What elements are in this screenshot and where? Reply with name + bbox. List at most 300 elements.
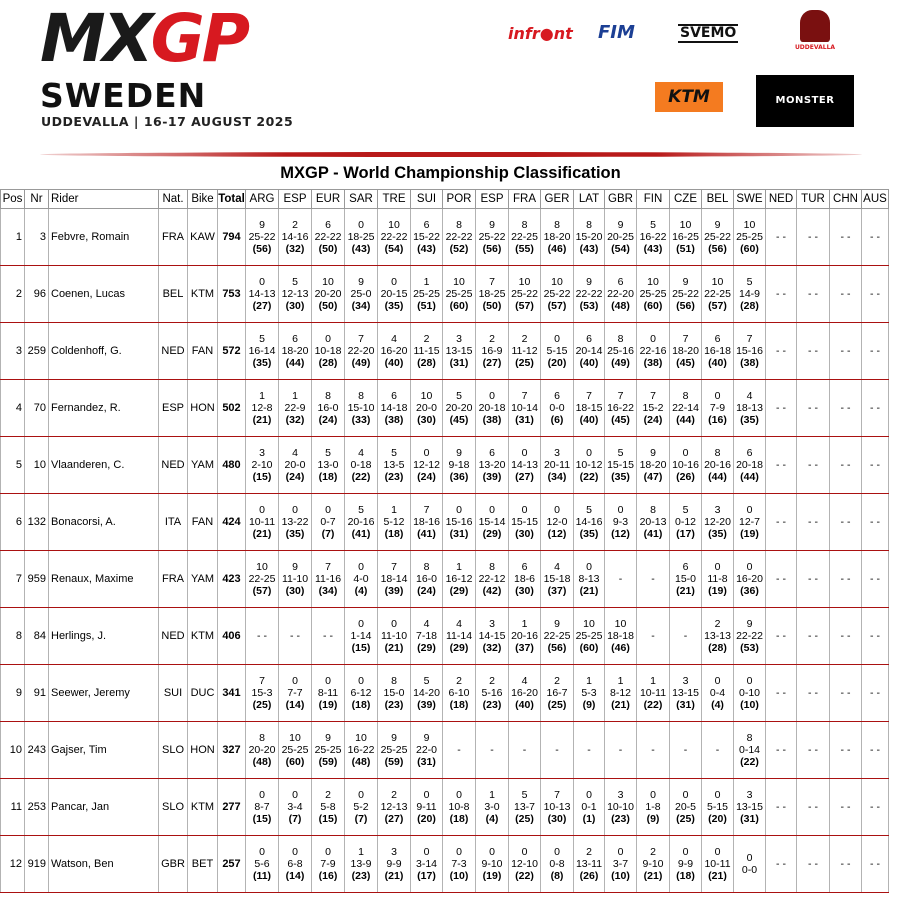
overall-points: 2	[489, 333, 495, 345]
no-result: - -	[870, 288, 880, 300]
overall-points: 2	[391, 789, 397, 801]
overall-points: 0	[521, 846, 528, 858]
overall-points: 10	[322, 276, 334, 288]
race-points: 8-12	[609, 687, 631, 699]
round-sum: (18)	[676, 870, 695, 882]
overall-points: 6	[714, 333, 721, 345]
round-result	[509, 323, 541, 380]
round-sum: (27)	[384, 813, 404, 825]
race-points: 7-9	[709, 402, 726, 414]
round-sum: (56)	[676, 300, 695, 312]
overall-points: 2	[521, 333, 528, 345]
overall-points: 7	[391, 561, 397, 573]
overall-points: 9	[586, 276, 592, 288]
round-result	[312, 608, 345, 665]
round-sum: (26)	[579, 870, 599, 882]
overall-points: 8	[358, 390, 364, 402]
round-result	[476, 209, 509, 266]
rider-number: 91	[25, 665, 49, 722]
overall-points: 0	[358, 561, 364, 573]
no-result: -	[618, 744, 623, 756]
overall-points: 9	[617, 219, 624, 231]
race-points: 12-20	[704, 516, 731, 528]
overall-points: 5	[391, 447, 397, 459]
race-points: 15-20	[575, 231, 603, 243]
overall-points: 0	[746, 675, 753, 687]
round-result	[670, 836, 702, 893]
table-row	[1, 665, 889, 722]
race-points: 20-20	[314, 288, 342, 300]
race-points: 13-13	[704, 630, 731, 642]
race-points: 5-3	[581, 687, 597, 699]
round-sum: (41)	[643, 528, 663, 540]
col-pos: Pos	[1, 190, 25, 209]
no-result: - -	[776, 630, 786, 642]
no-result: - -	[840, 345, 851, 357]
round-result	[830, 494, 862, 551]
round-sum: (53)	[740, 642, 759, 654]
race-points: 25-16	[607, 345, 634, 357]
round-result	[476, 437, 509, 494]
round-sum: (40)	[579, 357, 599, 369]
rider-position: 3	[1, 323, 25, 380]
round-sum: (35)	[708, 528, 727, 540]
overall-points: 1	[456, 561, 462, 573]
round-result	[246, 380, 279, 437]
round-result	[345, 551, 378, 608]
rider-bike: KAW	[188, 209, 218, 266]
round-result	[541, 437, 574, 494]
round-sum: (30)	[515, 528, 534, 540]
no-result: - -	[776, 402, 786, 414]
overall-points: 10	[453, 276, 465, 288]
rider-silhouette-icon	[800, 10, 830, 42]
round-result	[378, 608, 411, 665]
round-result	[830, 437, 862, 494]
round-result	[509, 380, 541, 437]
round-result	[862, 266, 889, 323]
rider-number: 243	[25, 722, 49, 779]
round-sum: (15)	[351, 642, 371, 654]
overall-points: 7	[423, 504, 430, 516]
round-result	[637, 494, 670, 551]
round-result	[637, 551, 670, 608]
overall-points: 8	[521, 219, 528, 231]
rider-nation: NED	[159, 437, 188, 494]
round-result	[637, 209, 670, 266]
race-points: 25-22	[704, 231, 731, 243]
round-sum: (18)	[449, 813, 469, 825]
round-result	[605, 266, 637, 323]
round-result	[345, 494, 378, 551]
no-result: - -	[808, 573, 818, 585]
race-points: 22-25	[704, 288, 731, 300]
round-result	[766, 380, 797, 437]
col-round-fin: FIN	[637, 190, 670, 209]
no-result: - -	[808, 630, 818, 642]
rider-number: 84	[25, 608, 49, 665]
round-sum: (28)	[740, 300, 759, 312]
round-result	[734, 323, 766, 380]
race-points: 22-22	[380, 231, 408, 243]
overall-points: 0	[617, 846, 624, 858]
overall-points: 7	[259, 675, 265, 687]
race-points: 16-18	[704, 345, 731, 357]
round-result	[574, 836, 605, 893]
overall-points: 0	[746, 852, 753, 864]
overall-points: 7	[746, 333, 753, 345]
rider-name: Febvre, Romain	[49, 209, 159, 266]
round-sum: (44)	[676, 414, 695, 426]
col-round-sui: SUI	[411, 190, 443, 209]
col-rider: Rider	[49, 190, 159, 209]
round-result	[509, 722, 541, 779]
overall-points: 9	[259, 219, 265, 231]
round-result	[702, 608, 734, 665]
event-venue-date: UDDEVALLA | 16-17 AUGUST 2025	[41, 114, 294, 129]
overall-points: 10	[355, 732, 367, 744]
race-points: 13-11	[575, 858, 603, 870]
round-sum: (27)	[482, 357, 502, 369]
round-result	[312, 323, 345, 380]
race-points: 13-7	[513, 801, 535, 813]
no-result: - -	[808, 858, 818, 870]
rider-bike: HON	[188, 380, 218, 437]
overall-points: 0	[746, 561, 753, 573]
logo-gp-text: GP	[150, 0, 248, 77]
race-points: 4-0	[353, 573, 369, 585]
round-result	[734, 779, 766, 836]
overall-points: 0	[682, 846, 689, 858]
overall-points: 7	[682, 333, 689, 345]
race-points: 1-14	[350, 630, 372, 642]
round-result	[279, 551, 312, 608]
rider-position: 2	[1, 266, 25, 323]
round-result	[670, 494, 702, 551]
race-points: 16-22	[607, 402, 634, 414]
round-sum: (40)	[708, 357, 727, 369]
overall-points: 0	[456, 846, 462, 858]
round-result	[605, 608, 637, 665]
round-sum: (21)	[579, 585, 599, 597]
round-result	[734, 266, 766, 323]
rider-name: Herlings, J.	[49, 608, 159, 665]
round-result	[411, 836, 443, 893]
overall-points: 0	[682, 447, 689, 459]
round-sum: (59)	[384, 756, 404, 768]
round-result	[476, 380, 509, 437]
round-sum: (37)	[547, 585, 567, 597]
rider-nation: SUI	[159, 665, 188, 722]
round-result	[378, 722, 411, 779]
race-points: 0-18	[350, 459, 372, 471]
round-sum: (54)	[384, 243, 404, 255]
no-result: -	[651, 573, 655, 585]
overall-points: 7	[617, 390, 624, 402]
overall-points: 8	[325, 390, 331, 402]
col-round-tre: TRE	[378, 190, 411, 209]
overall-points: 0	[650, 333, 656, 345]
overall-points: 10	[614, 618, 627, 630]
col-total: Total	[218, 190, 246, 209]
round-result	[411, 209, 443, 266]
round-result	[279, 323, 312, 380]
round-result	[862, 437, 889, 494]
race-points: 1-8	[645, 801, 661, 813]
overall-points: 3	[489, 618, 495, 630]
round-sum: (18)	[449, 699, 469, 711]
round-result	[766, 209, 797, 266]
round-result	[797, 437, 830, 494]
no-result: - -	[870, 858, 880, 870]
round-result	[443, 608, 476, 665]
rider-number: 96	[25, 266, 49, 323]
overall-points: 2	[292, 219, 298, 231]
col-round-esp: ESP	[476, 190, 509, 209]
overall-points: 1	[358, 846, 364, 858]
rider-position: 11	[1, 779, 25, 836]
round-sum: (60)	[285, 756, 305, 768]
no-result: - -	[870, 345, 880, 357]
round-result	[702, 266, 734, 323]
round-sum: (43)	[643, 243, 663, 255]
rider-name: Vlaanderen, C.	[49, 437, 159, 494]
no-result: - -	[776, 231, 786, 243]
round-result	[246, 323, 279, 380]
rider-name: Fernandez, R.	[49, 380, 159, 437]
round-sum: (7)	[354, 813, 368, 825]
rider-name: Coenen, Lucas	[49, 266, 159, 323]
round-sum: (45)	[676, 357, 695, 369]
round-sum: (12)	[611, 528, 630, 540]
round-result	[541, 722, 574, 779]
round-result	[797, 836, 830, 893]
round-sum: (44)	[285, 357, 305, 369]
round-sum: (27)	[252, 300, 272, 312]
round-result	[411, 380, 443, 437]
no-result: -	[587, 744, 591, 756]
overall-points: 0	[259, 789, 265, 801]
overall-points: 9	[554, 618, 560, 630]
col-round-ger: GER	[541, 190, 574, 209]
table-row	[1, 494, 889, 551]
overall-points: 0	[489, 846, 495, 858]
overall-points: 0	[586, 561, 592, 573]
round-result	[378, 437, 411, 494]
race-points: 6-12	[350, 687, 372, 699]
round-result	[830, 266, 862, 323]
race-points: 12-12	[413, 459, 440, 471]
overall-points: 0	[682, 789, 689, 801]
round-result	[312, 665, 345, 722]
no-result: -	[457, 744, 461, 756]
race-points: 13-0	[317, 459, 339, 471]
col-round-lat: LAT	[574, 190, 605, 209]
no-result: - -	[870, 231, 880, 243]
race-points: 12-10	[511, 858, 538, 870]
race-points: 13-20	[478, 459, 506, 471]
round-result	[476, 665, 509, 722]
table-row	[1, 836, 889, 893]
round-result	[766, 665, 797, 722]
no-result: - -	[840, 744, 851, 756]
overall-points: 0	[358, 618, 364, 630]
race-points: 7-3	[451, 858, 467, 870]
round-sum: (57)	[708, 300, 727, 312]
round-sum: (57)	[547, 300, 567, 312]
overall-points: 7	[554, 789, 560, 801]
round-result	[830, 722, 862, 779]
round-sum: (57)	[515, 300, 534, 312]
race-points: 15-0	[383, 687, 405, 699]
round-result	[246, 665, 279, 722]
rider-name: Bonacorsi, A.	[49, 494, 159, 551]
round-result	[378, 494, 411, 551]
race-points: 22-20	[607, 288, 634, 300]
race-points: 22-9	[284, 402, 306, 414]
round-result	[411, 608, 443, 665]
round-sum: (31)	[740, 813, 759, 825]
round-sum: (50)	[318, 243, 338, 255]
monster-energy-logo: MONSTER	[756, 75, 854, 127]
round-result	[443, 722, 476, 779]
round-result	[574, 380, 605, 437]
round-sum: (43)	[417, 243, 436, 255]
round-result	[766, 551, 797, 608]
overall-points: 0	[521, 447, 528, 459]
race-points: 20-18	[478, 402, 506, 414]
round-result	[574, 551, 605, 608]
round-result	[574, 437, 605, 494]
race-points: 5-15	[706, 801, 728, 813]
overall-points: 4	[292, 447, 298, 459]
round-result	[574, 608, 605, 665]
round-sum: (56)	[547, 642, 567, 654]
round-sum: (45)	[449, 414, 469, 426]
overall-points: 10	[518, 276, 531, 288]
round-sum: (37)	[515, 642, 534, 654]
rider-position: 10	[1, 722, 25, 779]
round-result	[541, 779, 574, 836]
round-result	[312, 551, 345, 608]
round-result	[670, 779, 702, 836]
round-sum: (4)	[485, 813, 499, 825]
race-points: 22-25	[543, 630, 571, 642]
round-sum: (38)	[384, 414, 404, 426]
race-points: 22-22	[575, 288, 603, 300]
overall-points: 3	[714, 504, 721, 516]
round-result	[670, 608, 702, 665]
round-result	[312, 779, 345, 836]
race-points: 15-3	[251, 687, 273, 699]
overall-points: 7	[521, 390, 528, 402]
round-sum: (11)	[252, 870, 272, 882]
round-sum: (29)	[449, 585, 469, 597]
round-sum: (28)	[708, 642, 727, 654]
round-result	[605, 209, 637, 266]
round-result	[411, 494, 443, 551]
round-sum: (20)	[708, 813, 727, 825]
ktm-logo: KTM	[655, 82, 723, 112]
round-sum: (29)	[449, 642, 469, 654]
no-result: -	[683, 630, 688, 642]
round-sum: (39)	[482, 471, 502, 483]
race-points: 9-3	[612, 516, 629, 528]
round-result	[830, 380, 862, 437]
round-sum: (7)	[321, 528, 335, 540]
round-sum: (35)	[285, 528, 305, 540]
rider-bike: YAM	[188, 551, 218, 608]
no-result: - -	[840, 231, 851, 243]
overall-points: 0	[714, 789, 721, 801]
race-points: 0-4	[709, 687, 726, 699]
round-result	[797, 551, 830, 608]
round-sum: (30)	[285, 300, 305, 312]
race-points: 22-20	[347, 345, 375, 357]
round-sum: (21)	[384, 870, 404, 882]
overall-points: 1	[586, 675, 592, 687]
race-points: 10-8	[448, 801, 470, 813]
no-result: - -	[870, 573, 880, 585]
round-result	[443, 209, 476, 266]
table-header-row	[1, 190, 889, 209]
rider-bike: FAN	[188, 494, 218, 551]
race-points: 10-13	[543, 801, 571, 813]
round-sum: (16)	[318, 870, 338, 882]
overall-points: 5	[325, 447, 331, 459]
round-sum: (18)	[318, 471, 338, 483]
round-sum: (35)	[579, 528, 599, 540]
round-result	[411, 722, 443, 779]
round-sum: (36)	[449, 471, 469, 483]
round-result	[541, 266, 574, 323]
round-result	[702, 380, 734, 437]
rider-total: 423	[218, 551, 246, 608]
overall-points: 9	[456, 447, 462, 459]
overall-points: 2	[650, 846, 656, 858]
round-sum: (45)	[611, 414, 630, 426]
round-result	[411, 551, 443, 608]
overall-points: 8	[714, 447, 721, 459]
race-points: 18-18	[607, 630, 634, 642]
round-sum: (15)	[318, 813, 338, 825]
rider-bike: YAM	[188, 437, 218, 494]
round-sum: (22)	[351, 471, 371, 483]
overall-points: 6	[391, 390, 397, 402]
race-points: 9-10	[642, 858, 664, 870]
round-result	[862, 722, 889, 779]
round-sum: (59)	[318, 756, 338, 768]
overall-points: 9	[682, 276, 689, 288]
round-result	[702, 722, 734, 779]
round-sum: (19)	[318, 699, 338, 711]
race-points: 0-8	[549, 858, 565, 870]
overall-points: 9	[358, 276, 364, 288]
race-points: 10-10	[607, 801, 634, 813]
round-result	[378, 380, 411, 437]
round-result	[862, 323, 889, 380]
overall-points: 6	[586, 333, 592, 345]
overall-points: 1	[259, 390, 265, 402]
round-result	[830, 551, 862, 608]
race-points: 13-5	[383, 459, 405, 471]
race-points: 14-18	[380, 402, 408, 414]
round-sum: (14)	[285, 699, 305, 711]
race-points: 16-20	[736, 573, 763, 585]
rider-nation: FRA	[159, 551, 188, 608]
round-result	[637, 608, 670, 665]
round-sum: (31)	[449, 528, 469, 540]
